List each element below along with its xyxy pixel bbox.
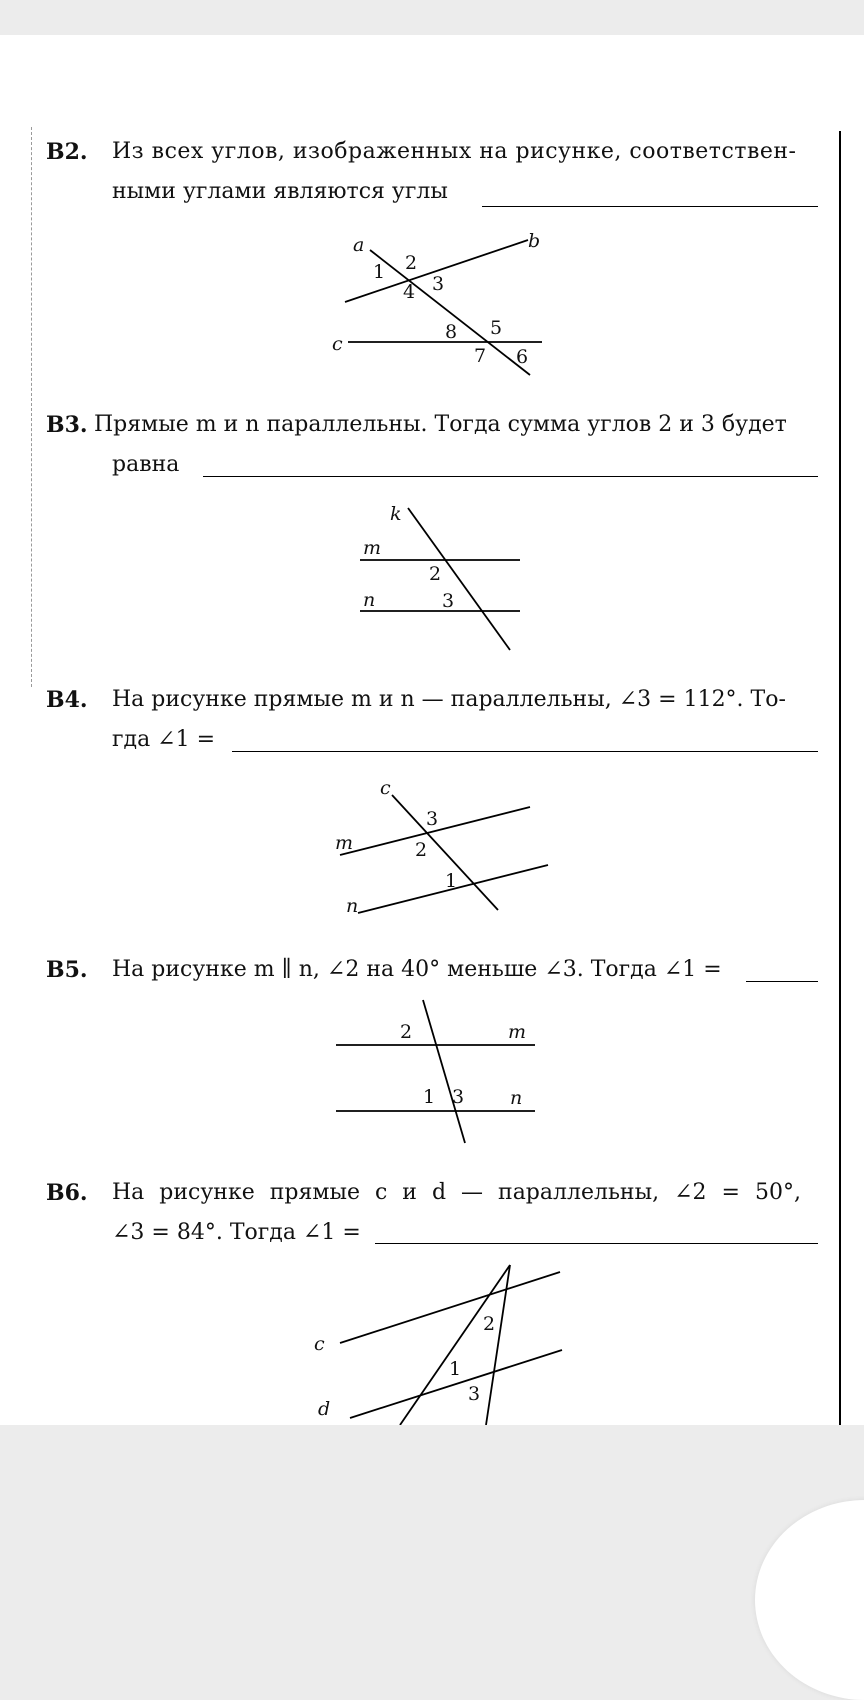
question-b2	[46, 132, 826, 212]
line-label: n	[510, 1087, 523, 1109]
angle-label: 1	[449, 1358, 462, 1380]
question-text-line: На рисунке m ∥ n, ∠2 на 40° меньше ∠3. Тогда ∠1 =	[112, 957, 722, 982]
question-number: B2.	[46, 139, 88, 165]
line-label: b	[528, 230, 541, 252]
question-number: B3.	[46, 412, 88, 438]
answer-blank[interactable]	[375, 1243, 818, 1244]
angle-label: 3	[452, 1086, 465, 1108]
question-text-line: ∠3 = 84°. Тогда ∠1 =	[112, 1220, 361, 1245]
answer-blank[interactable]	[746, 981, 818, 982]
line-label: a	[353, 234, 365, 256]
question-b4	[46, 680, 836, 760]
figure-b2	[320, 230, 560, 385]
line-label: c	[380, 777, 391, 799]
line-label: c	[332, 333, 343, 355]
angle-label: 4	[403, 281, 416, 303]
line-label: m	[335, 832, 354, 854]
angle-label: 2	[483, 1313, 496, 1335]
angle-label: 5	[490, 317, 503, 339]
angle-label: 1	[423, 1086, 436, 1108]
angle-label: 2	[415, 839, 428, 861]
question-text-line: равна	[112, 452, 180, 477]
figure-b3	[350, 500, 540, 660]
figure-b5	[330, 995, 550, 1155]
angle-label: 7	[474, 345, 487, 367]
angle-label: 8	[445, 321, 458, 343]
figure-b6	[310, 1260, 570, 1425]
angle-label: 2	[405, 252, 418, 274]
question-text-line: На рисунке прямые c и d — параллельны, ∠2 = 50°,	[112, 1180, 801, 1205]
question-b3	[46, 405, 836, 485]
question-b6	[46, 1173, 836, 1253]
angle-label: 3	[432, 273, 445, 295]
angle-label: 2	[429, 563, 442, 585]
question-text-line: Из всех углов, изображенных на рисунке, соответствен-	[112, 139, 797, 164]
cut-line	[31, 127, 32, 687]
answer-blank[interactable]	[203, 476, 818, 477]
question-number: B5.	[46, 957, 88, 983]
answer-blank[interactable]	[482, 206, 818, 207]
angle-label: 6	[516, 346, 529, 368]
line-label: n	[346, 895, 359, 917]
question-text-line: Прямые m и n параллельны. Тогда сумма углов 2 и 3 будет	[94, 412, 787, 437]
margin-line	[839, 131, 841, 1425]
angle-label: 1	[445, 870, 458, 892]
angle-label: 3	[468, 1383, 481, 1405]
angle-label: 1	[373, 261, 386, 283]
question-text-line: На рисунке прямые m и n — параллельны, ∠3 = 112°. То-	[112, 687, 786, 712]
floating-button[interactable]	[755, 1500, 864, 1700]
question-number: B6.	[46, 1180, 88, 1206]
question-text-line: гда ∠1 =	[112, 727, 216, 752]
figure-b4	[330, 775, 560, 925]
line-label: m	[508, 1021, 527, 1043]
line-label: c	[314, 1333, 325, 1355]
question-number: B4.	[46, 687, 88, 713]
question-b5	[46, 950, 836, 990]
angle-label: 3	[426, 808, 439, 830]
worksheet-page	[0, 35, 864, 1425]
line-label: d	[318, 1398, 331, 1420]
line-label: n	[363, 589, 376, 611]
angle-label: 3	[442, 590, 455, 612]
line-label: m	[363, 537, 382, 559]
question-text-line: ными углами являются углы	[112, 179, 448, 204]
angle-label: 2	[400, 1021, 413, 1043]
line-label: k	[390, 503, 402, 525]
answer-blank[interactable]	[232, 751, 818, 752]
